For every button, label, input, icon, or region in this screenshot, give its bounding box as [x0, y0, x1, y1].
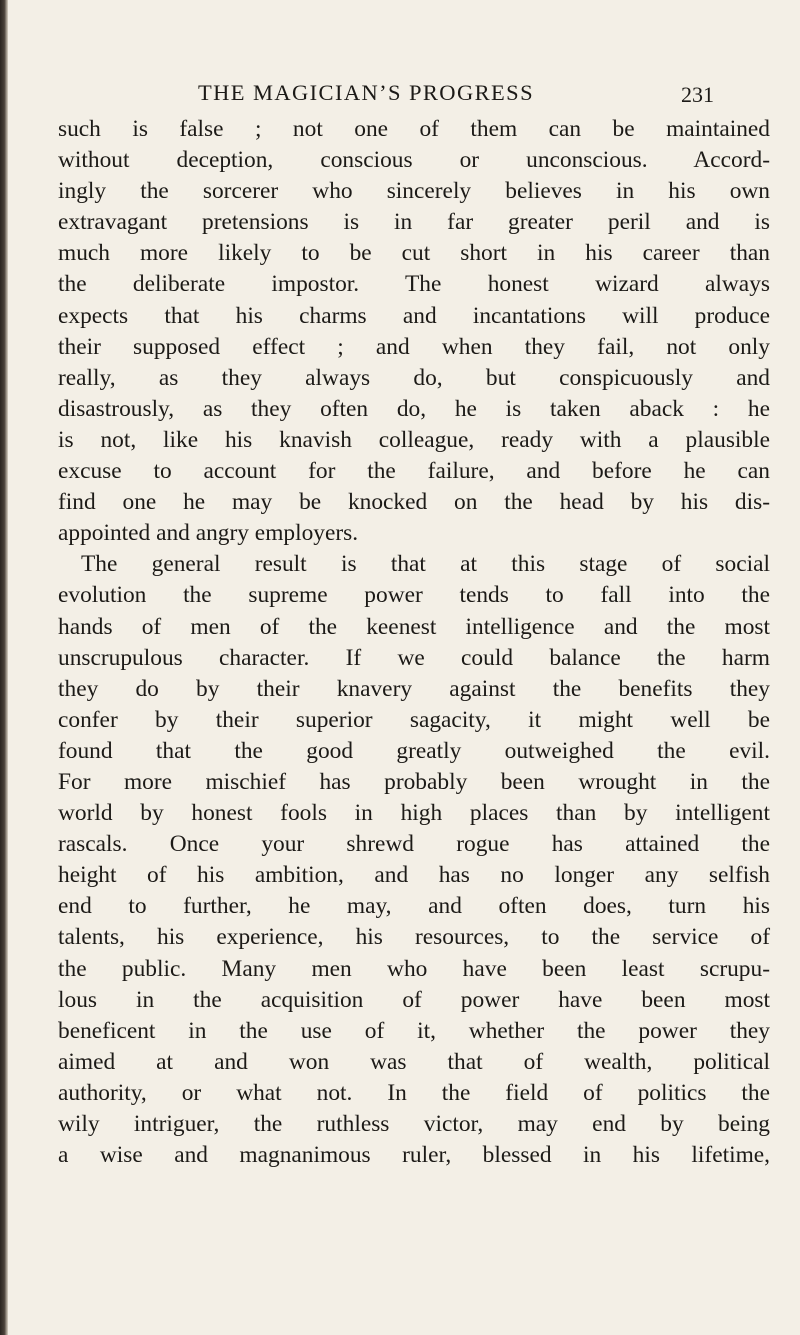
text-line: authority, or what not. In the field of politics the	[58, 1079, 770, 1106]
text-line: ingly the sorcerer who sincerely believes in his own	[58, 178, 770, 205]
text-line: much more likely to be cut short in his career than	[58, 240, 770, 267]
running-title: THE MAGICIAN’S PROGRESS	[198, 80, 534, 105]
paragraph-start-line: The general result is that at this stage of social	[81, 551, 770, 578]
text-line: evolution the supreme power tends to fall into the	[58, 582, 770, 609]
text-line: is not, like his knavish colleague, ready with a plausible	[58, 426, 770, 453]
text-line: unscrupulous character. If we could balance the harm	[58, 644, 770, 671]
running-head	[58, 76, 770, 112]
text-line: find one he may be knocked on the head by his dis-	[58, 489, 770, 516]
text-line: found that the good greatly outweighed the evil.	[58, 737, 770, 764]
text-line: without deception, conscious or unconscious. Accord-	[58, 147, 770, 174]
text-line: a wise and magnanimous ruler, blessed in his lifetime,	[58, 1142, 770, 1169]
text-line: their supposed effect ; and when they fail, not only	[58, 333, 770, 360]
text-line: talents, his experience, his resources, to the service of	[58, 924, 770, 951]
text-line: wily intriguer, the ruthless victor, may end by being	[58, 1111, 770, 1137]
paragraph-end-line: appointed and angry employers.	[58, 520, 359, 547]
text-line: the public. Many men who have been least scrupu-	[58, 955, 770, 982]
text-line: world by honest fools in high places than by intelligent	[58, 800, 770, 827]
text-line: disastrously, as they often do, he is taken aback : he	[58, 395, 770, 422]
text-line: they do by their knavery against the benefits they	[58, 675, 770, 702]
text-line: excuse to account for the failure, and before he can	[58, 458, 770, 485]
page-number: 231	[681, 82, 714, 107]
book-page	[58, 76, 770, 1171]
text-line: height of his ambition, and has no longer any selfish	[58, 862, 770, 889]
text-line: rascals. Once your shrewd rogue has attained the	[58, 831, 770, 858]
book-binding-edge	[0, 0, 8, 1335]
text-line: hands of men of the keenest intelligence and the most	[58, 613, 770, 640]
body-text	[58, 114, 770, 1171]
text-line: confer by their superior sagacity, it might well be	[58, 706, 770, 733]
text-line: such is false ; not one of them can be maintained	[58, 116, 770, 142]
text-line: expects that his charms and incantations will produce	[58, 302, 770, 329]
text-line: lous in the acquisition of power have been most	[58, 986, 770, 1013]
text-line: end to further, he may, and often does, turn his	[58, 893, 770, 920]
text-line: the deliberate impostor. The honest wizard always	[58, 271, 770, 298]
text-line: really, as they always do, but conspicuously and	[58, 364, 770, 391]
text-line: aimed at and won was that of wealth, political	[58, 1048, 770, 1075]
text-line: beneficent in the use of it, whether the power they	[58, 1017, 770, 1044]
text-line: extravagant pretensions is in far greater peril and is	[58, 209, 770, 236]
text-line: For more mischief has probably been wrought in the	[58, 768, 770, 795]
